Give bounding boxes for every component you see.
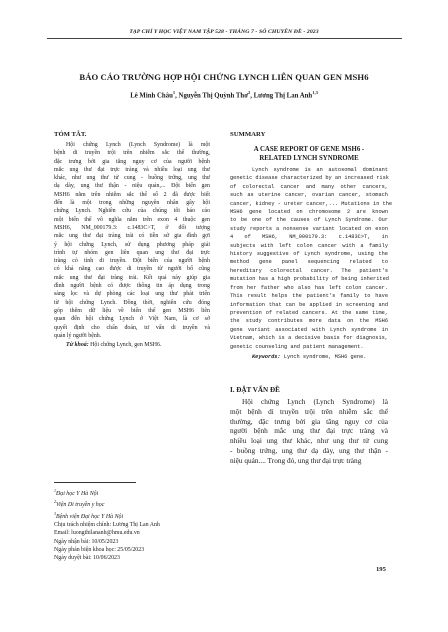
author-separator: , xyxy=(250,92,254,100)
text-line: bệnh di truyền trội trên nhiễm sắc thể thường, xyxy=(54,150,210,157)
text-line: MSH6, NM_000179.3: c.1483C>T, ở đối tượng xyxy=(54,224,210,231)
text-line: history suggestive of Lynch syndrome, using the xyxy=(230,251,388,258)
text-line: khác, như ung thư tử cung - buồng trứng, ung thư xyxy=(54,175,210,182)
footnote-line: Chịu trách nhiệm chính: Lương Thị Lan Anh xyxy=(54,521,160,528)
text-line: chứng Lynch. Nghiên cứu của chúng tôi báo cáo xyxy=(54,208,210,215)
footnote-rule xyxy=(54,482,136,483)
text-line: Lynch syndrome is an autosomal dominant xyxy=(252,167,388,173)
author-name: Nguyễn Thị Quỳnh Thơ xyxy=(178,92,248,100)
affiliation-text: Bệnh viện Đại học Y Hà Nội xyxy=(56,513,124,520)
footnote-line: Ngày phản biện khoa học: 25/05/2023 xyxy=(54,546,145,553)
text-line: gene variant associated with Lynch syndrome in xyxy=(230,326,388,333)
keywords-text: Hội chứng Lynch, gen MSH6. xyxy=(88,342,162,348)
text-line: MSH6 gene located on chromosome 2 are known xyxy=(230,209,388,216)
text-line: quản lý người bệnh. xyxy=(54,332,102,339)
author-affiliation-mark: 1,3 xyxy=(312,90,318,95)
summary-body xyxy=(230,166,393,351)
journal-header: TẠP CHÍ Y HỌC VIỆT NAM TẬP 528 - THÁNG 7 - SỐ CHUYÊN ĐỀ - 2023 xyxy=(129,29,319,35)
text-line: có khả năng cao được di truyền từ người bố cũng xyxy=(54,266,210,273)
author-name: Lương Thị Lan Anh xyxy=(253,92,313,100)
summary-title xyxy=(230,145,388,163)
text-line: mắc ung thư đại tràng trái. Kết quả này giúp gia xyxy=(54,274,210,281)
author-affiliation-mark: 2 xyxy=(247,90,251,95)
affiliation-footnote xyxy=(54,510,210,521)
affiliation-footnote xyxy=(54,498,210,509)
text-line: Hội chứng Lynch (Lynch Syndrome) là xyxy=(242,397,388,406)
text-line: trình tự nhóm gen liên quan ung thư đại trực xyxy=(54,249,210,256)
affiliation-number: 3 xyxy=(54,510,56,516)
text-line: the study contributes more data on the MSH6 xyxy=(230,318,388,325)
abstract-keywords xyxy=(54,341,210,349)
affiliation-number: 1 xyxy=(54,488,56,493)
text-line: Vietnam, which is a decisive basis for diagnosis, xyxy=(230,335,388,342)
text-line: niệu quản.... Trong đó, ung thư đại trực tràng xyxy=(230,455,362,465)
text-line: method gene panel sequencing related to xyxy=(230,259,388,266)
keywords-label: Từ khoá: xyxy=(66,342,89,348)
summary-heading: SUMMARY xyxy=(230,131,266,138)
text-line: đặc trưng bởi gia tăng nguy cơ của người bệnh xyxy=(54,158,210,165)
intro-body xyxy=(230,397,388,466)
text-line: nhiều loại ung thư khác, như ung thư tử cung xyxy=(230,436,388,446)
abstract-heading: TÓM TẮT. xyxy=(54,131,87,138)
text-line: đến là một trong những nguyên nhân gây hội xyxy=(54,200,210,207)
footnotes xyxy=(54,487,210,563)
text-line: quan đến hội chứng Lynch ở Việt Nam, là cơ sở xyxy=(54,316,210,323)
text-line: Hội chứng Lynch (Lynch Syndrome) là một xyxy=(66,142,210,148)
text-line: such as uterine cancer, ovarian cancer, stomach xyxy=(230,192,388,199)
text-line: MSH6 nằm trên nhiễm sắc thể số 2 đã được biết xyxy=(54,191,210,198)
text-line: This result helps the patient's family to have xyxy=(230,293,388,300)
footnote-line: Ngày nhận bài: 10/05/2023 xyxy=(54,538,119,545)
text-line: người bệnh mắc ung thư đại trực tràng và xyxy=(230,426,388,436)
article-title: BÁO CÁO TRƯỜNG HỢP HỘI CHỨNG LYNCH LIÊN QUAN GEN MSH6 xyxy=(79,72,369,82)
affiliation-text: Đại học Y Hà Nội xyxy=(56,490,99,497)
text-line: mắc ung thư đại tràng trái có tiền sử gia đình gợi xyxy=(54,233,210,240)
footnote-line: Email: luongthilananh@hmu.edu.vn xyxy=(54,530,140,537)
text-line: mắc ung thư đại trực tràng và nhiều loại ung thư xyxy=(54,166,210,173)
text-line: từ hội chứng Lynch. Đồng thời, nghiên cứu đóng xyxy=(54,299,210,306)
text-line: đình người bệnh có được thông tin áp dụng trong xyxy=(54,283,210,290)
summary-keywords xyxy=(230,353,388,361)
text-line: sàng lọc và dự phòng các loại ung thư phát triển xyxy=(54,291,210,298)
summary-keywords-label: Keywords: xyxy=(252,354,281,360)
header-rule xyxy=(47,38,402,39)
page-number: 195 xyxy=(376,566,386,573)
text-line: một bệnh di truyền trội trên nhiễm sắc thể xyxy=(230,406,388,416)
affiliation-text: Viện Di truyền y học xyxy=(56,502,105,509)
footnote-line: Ngày duyệt bài: 10/06/2023 xyxy=(54,555,120,562)
summary-title-line2: RELATED LYNCH SYNDROME xyxy=(259,155,359,162)
text-line: thường, đặc trưng bởi gia tăng nguy cơ của xyxy=(230,416,388,426)
affiliation-number: 2 xyxy=(54,499,56,505)
text-line: - buồng trứng, ung thư dạ dày, ung thư thận - xyxy=(230,445,388,455)
author-affiliation-mark: 1 xyxy=(172,90,176,95)
text-line: from her father who also has left colon cancer. xyxy=(230,284,388,291)
text-line: of colorectal cancer and many other cancers, xyxy=(230,183,388,190)
text-line: ý hội chứng Lynch, sử dụng phương pháp giải xyxy=(54,241,210,248)
author-name: Lê Minh Châu xyxy=(130,92,173,100)
text-line: prevention of related cancers. At the same time, xyxy=(230,309,388,316)
summary-keywords-text: Lynch syndrome, MSH6 gene. xyxy=(280,354,367,360)
text-line: cancer, kidney - ureter cancer,... Mutations in the xyxy=(230,200,393,207)
text-line: hereditary colorectal cancer. The patient's xyxy=(230,267,388,274)
author-list xyxy=(0,90,448,99)
text-line: tràng có tính di truyền. Đột biến của người bệnh xyxy=(54,258,210,265)
text-line: dạ dày, ung thư thận - niệu quản,... Đột biến gen xyxy=(54,183,210,190)
text-line: study reports a nonsense variant located on exon xyxy=(230,225,388,232)
abstract-body xyxy=(54,141,210,340)
text-line: mutation has a high probability of being inherited xyxy=(230,276,389,283)
text-line: subjects with left colon cancer with a family xyxy=(230,242,388,249)
author-separator: , xyxy=(175,92,179,100)
text-line: một biến thể vô nghĩa nằm trên exon 4 thuộc gen xyxy=(54,216,210,223)
text-line: information that can be applied in screening and xyxy=(230,301,388,308)
text-line: 4 of MSH6, NM_000179.3: c.1483C>T, in xyxy=(230,234,388,241)
intro-heading: I. ĐẶT VẤN ĐỀ xyxy=(230,386,280,394)
text-line: genetic counseling and patient management. xyxy=(230,343,364,350)
text-line: góp thêm dữ liệu về biến thể gen MSH6 liên xyxy=(54,307,210,314)
text-line: genetic disease characterized by an increased risk xyxy=(230,175,389,182)
summary-title-line1: A CASE REPORT OF GENE MSH6 - xyxy=(253,146,365,153)
affiliation-footnote xyxy=(54,487,210,498)
text-line: to be one of the causes of Lynch Syndrome. Our xyxy=(230,217,388,224)
text-line: quyết định cho chẩn đoán, tư vấn di truyền và xyxy=(54,324,210,331)
